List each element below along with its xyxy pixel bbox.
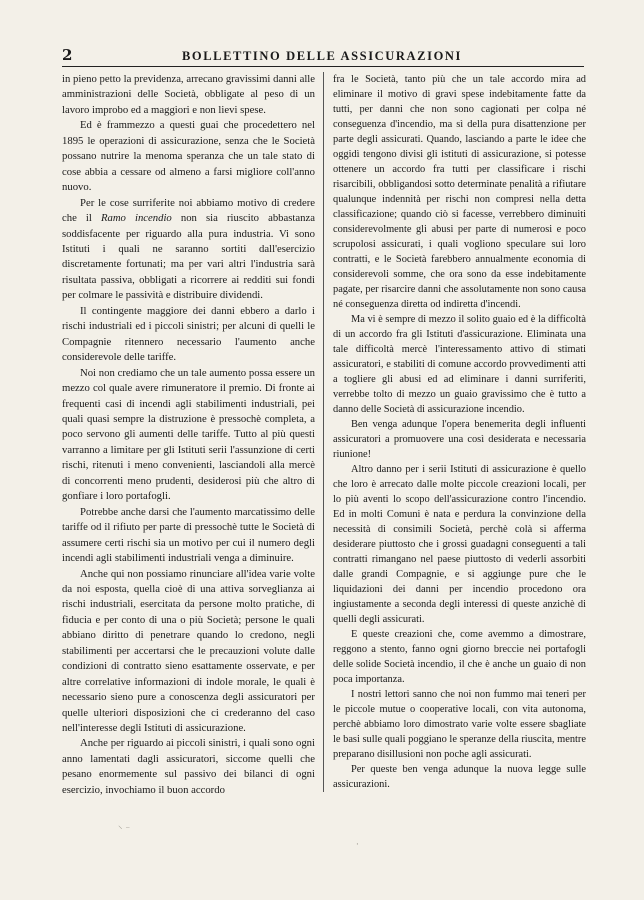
paragraph: I nostri lettori sanno che noi non fummo mai teneri per le piccole mutue o cooperative locali, con vita autonoma, perchè abbiamo loro dimostrato varie volte essere sbagliate le basi sulle quali poggiano le speranze della riuscita, mentre preparano disillusioni non poche agli assicurati. (333, 689, 586, 760)
paragraph: in pieno petto la previdenza, arrecano gravissimi danni alle amministrazioni delle Società, obbligate al peso di un lavoro improbo ed a maggiori e non lievi spese. (62, 73, 315, 116)
scan-smudge: · (356, 840, 359, 850)
page-number: 2 (62, 46, 73, 64)
paragraph: Ben venga adunque l'opera benemerita degli influenti assicuratori a promuovere una così desiderata e necessaria riunione! (333, 419, 586, 460)
italic-term: Ramo incendio (100, 212, 172, 225)
paragraph: Potrebbe anche darsi che l'aumento marcatissimo delle tariffe od il rifiuto per parte di pressochè tutte le Società di assumere certi rischi sia un motivo per cui il numero degli incendi agli stabilimenti industriali venga a diminuire. (62, 505, 315, 565)
paragraph: Per queste ben venga adunque la nuova legge sulle assicurazioni. (333, 764, 586, 790)
page-header (62, 38, 582, 64)
running-title: BOLLETTINO DELLE ASSICURAZIONI (181, 49, 463, 63)
right-column (333, 72, 586, 792)
paragraph (62, 196, 315, 304)
paragraph: Ed è frammezzo a questi guai che procedettero nel 1895 le operazioni di assicurazione, senza che le Società possano nutrire la menoma speranza che un tale stato di cose abbia a cessare od almeno a farsi migliore coll'anno nuovo. (62, 119, 315, 194)
paragraph: Anche per riguardo ai piccoli sinistri, i quali sono ogni anno lamentati dagli assicuratori, siccome quelli che pesano enormemente sul passivo dei bilanci di ogni esercizio, invochiamo il buon accordo (62, 737, 315, 796)
column-divider (323, 72, 324, 792)
paragraph: Il contingente maggiore dei danni ebbero a darlo i rischi industriali ed i piccoli sinistri; per alcuni di quelli le Compagnie ritennero necessario l'aumento anche considerevole delle tariffe. (62, 304, 315, 364)
paragraph: Noi non crediamo che un tale aumento possa essere un mezzo col quale avere rimuneratore il premio. Di fronte ai frequenti casi di incendi agli stabilimenti industriali, pei quali quasi sempre la distruzione è pressochè completa, a poco servono gli aumenti delle tariffe. Tutto al più questi varranno a limitare per gli Istituti serii l'assunzione di certi rischi, ritenuti i meno convenienti, lasciandoli alla mercè di concorrenti meno prudenti, desiderosi più che altro di gonfiare i loro portafogli. (62, 366, 315, 503)
paragraph: Altro danno per i serii Istituti di assicurazione è quello che loro è arrecato dalle molte piccole creazioni locali, per lo più aventi lo scopo dell'assicurazione contro l'incendio. Ed in molti Comuni è nata e perdura la convinzione della necessità di consimili Società, perchè colà si afferma desiderare piuttosto che i grossi guadagni conseguenti a tali contratti rimangano nel paese piuttosto di vederli assorbiti dalle grandi Compagnie, e si aggiunge pure che le liquidazioni dei danni per incendio procedono ora ingiustamente a seconda degli interessi di queste anzichè di quelli degli assicurati. (333, 464, 586, 625)
paragraph: E queste creazioni che, come avemmo a dimostrare, reggono a stento, fanno ogni giorno breccie nei portafogli delle solide Società incendio, il che è anche un guaio di non poca importanza. (333, 629, 586, 685)
paragraph: fra le Società, tanto più che un tale accordo mira ad eliminare il motivo di gravi spese indebitamente fatte da tutti, per danni che non sono cagionati per colpa né conseguenza d'incendio, ma sì della pura disattenzione per parte degli assicurati. Quando, lasciando a parte le idee che oggidì tengono divisi gli istituti di assicurazione, si potesse ottenere un accordo fra tutti per classificare i rischi risarcibili, obbligandosi sotto determinate penalità a rifiutare qualunque indennità per rischi non compresi nella detta classificazione; quando ciò si facesse, verrebbero diminuiti considerevolmente gli abusi per parte di numerosi e poco scrupolosi assicurati, i quali vogliono speculare sui loro contratti, e le Società farebbero annualmente economia di considerevoli somme, che ora sono da esse indebitamente pagate, per risarcire danni che assolutamente non sono causa né conseguenza diretta od indiretta d'incendi. (333, 74, 586, 310)
header-rule (62, 66, 584, 67)
paragraph: Ma vi è sempre di mezzo il solito guaio ed è la difficoltà di un accordo fra gli Istituti d'assicurazione. Eliminata una tale difficoltà mercè l'interessamento attivo di stimati assicuratori, e stabiliti di comune accordo provvedimenti atti a togliere gli abusi ed ad eliminare i danni surriferiti, verrebbe tolto di mezzo un guaio gravissimo che è tutto a danno delle Società di assicurazione incendio. (333, 314, 586, 415)
paragraph-text: Per le cose surriferite noi abbiamo motivo di credere che il (62, 196, 315, 225)
paragraph-text: non sia riuscito abbastanza soddisfacente per riguardo alla pura industria. Vi sono Istituti i quali ne saranno sortiti dall'esercizio discretamente fortunati; ma per vari altri l'industria sarà risultata passiva, obbligati a ricorrere ai redditi sui fondi per colmare le passività e distribuire dividendi. (62, 212, 315, 302)
paragraph: Anche qui non possiamo rinunciare all'idea varie volte da noi esposta, quella cioè di una attiva sorveglianza ai rischi industriali, esercitata da persone molto pratiche, di fiducia e per conto di una o più Società; persone le quali abbiano diritto di penetrare quando lo credono, negli stabilimenti per accertarsi che le precauzioni volute dalle condizioni di contratto sieno esattamente osservate, e per altre correlative informazioni di indole morale, le quali è necessario sieno pure a conoscenza degli assicuratori per quelle ulteriori disposizioni che ci crederanno del caso nell'interesse degli Istituti di assicurazione. (62, 567, 315, 735)
scan-smudge: ⸌ ⁻ (118, 825, 131, 835)
left-column (62, 72, 315, 798)
